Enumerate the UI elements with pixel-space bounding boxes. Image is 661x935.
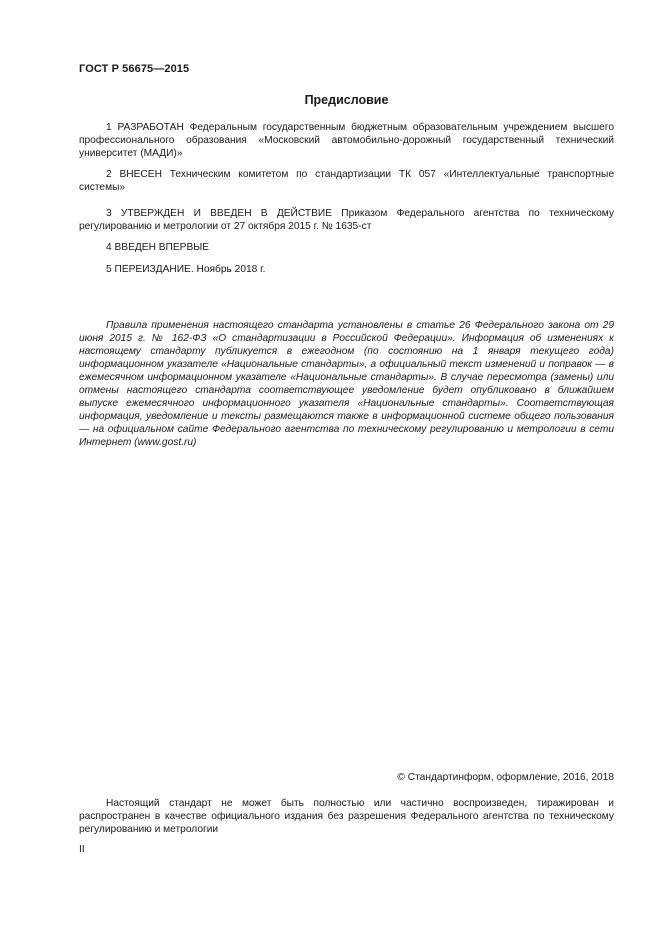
foreword-item-2: 2 ВНЕСЕН Техническим комитетом по стандартизации ТК 057 «Интеллектуальные транспортные системы» [79,169,614,193]
copyright-line: © Стандартинформ, оформление, 2016, 2018 [397,772,614,783]
foreword-item-1: 1 РАЗРАБОТАН Федеральным государственным бюджетным образовательным учреждением высшего профессионального образования «Московский автомобильно-дорожный государственный технический университет (МАДИ)» [79,122,614,159]
foreword-item-4: 4 ВВЕДЕН ВПЕРВЫЕ [106,242,210,253]
page-title: Предисловие [304,93,389,107]
foreword-item-5: 5 ПЕРЕИЗДАНИЕ. Ноябрь 2018 г. [106,264,266,275]
foreword-item-3: 3 УТВЕРЖДЕН И ВВЕДЕН В ДЕЙСТВИЕ Приказом Федерального агентства по техническому регулированию и метрологии от 27 октября 2015 г. № 1635-ст [79,208,614,232]
page-number: II [79,844,85,855]
application-rules-notice: Правила применения настоящего стандарта установлены в статье 26 Федерального закона от 29 июня 2015 г. № 162-ФЗ «О стандартизации в Российской Федерации». Информация об изменениях к настоящему стандарту публикуется в ежегодном (по состоянию на 1 января текущего года) информационном указателе «Национальные стандарты», а официальный текст изменений и поправок — в ежемесячном информационном указателе «Национальные стандарты». В случае пересмотра (замены) или отмены настоящего стандарта соответствующее уведомление будет опубликовано в ближайшем выпуске ежемесячного информационного указателя «Национальные стандарты». Соответствующая информация, уведомление и тексты размещаются также в информационной системе общего пользования — на официальном сайте Федерального агентства по техническому регулированию и метрологии в сети Интернет (www.gost.ru) [79,320,614,448]
standard-code: ГОСТ Р 56675—2015 [79,63,190,75]
reproduction-notice: Настоящий стандарт не может быть полностью или частично воспроизведен, тиражирован и распространен в качестве официального издания без разрешения Федерального агентства по техническому регулированию и метрологии [79,798,614,835]
